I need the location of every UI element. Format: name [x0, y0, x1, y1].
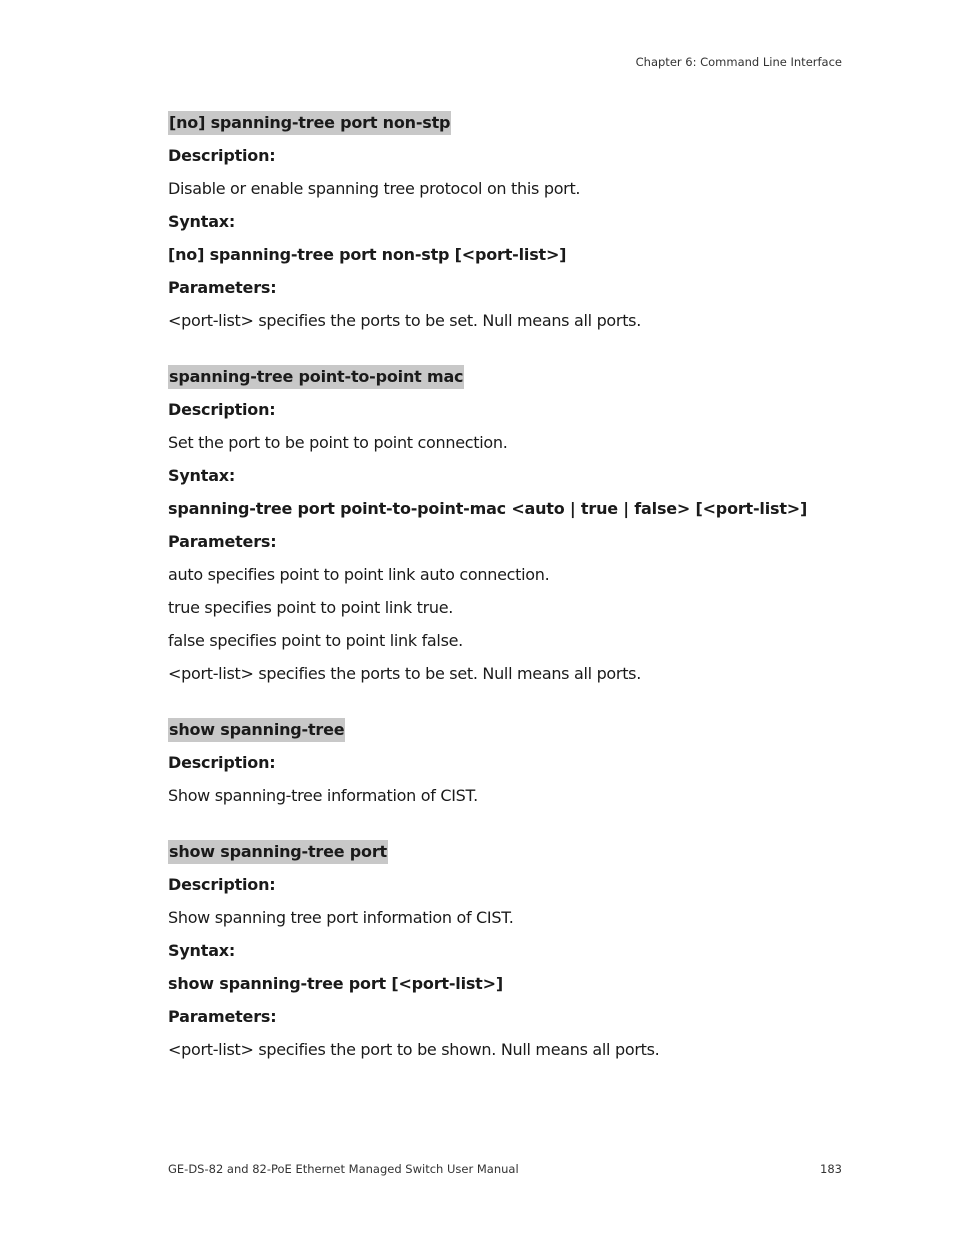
syntax-label: Syntax: — [168, 212, 236, 231]
parameter-item: <port-list> specifies the ports to be set. Null means all ports. — [168, 311, 641, 330]
description-text: Show spanning-tree information of CIST. — [168, 786, 478, 805]
description-text: Disable or enable spanning tree protocol on this port. — [168, 179, 581, 198]
description-text: Show spanning tree port information of CIST. — [168, 908, 514, 927]
description-label: Description: — [168, 753, 276, 772]
parameter-item: true specifies point to point link true. — [168, 598, 454, 617]
description-label: Description: — [168, 146, 276, 165]
syntax-text: [no] spanning-tree port non-stp [<port-list>] — [168, 245, 567, 264]
description-label: Description: — [168, 875, 276, 894]
parameters-label: Parameters: — [168, 1007, 277, 1026]
page-content — [168, 111, 868, 1094]
command-title: show spanning-tree port — [168, 840, 388, 864]
description-text: Set the port to be point to point connection. — [168, 433, 508, 452]
parameter-item: <port-list> specifies the ports to be set. Null means all ports. — [168, 664, 641, 683]
page-footer — [168, 1162, 842, 1176]
description-label: Description: — [168, 400, 276, 419]
command-section-show-spanning-tree-port — [168, 840, 868, 1062]
command-title: show spanning-tree — [168, 718, 345, 742]
parameter-item: auto specifies point to point link auto connection. — [168, 565, 550, 584]
parameter-item: <port-list> specifies the port to be shown. Null means all ports. — [168, 1040, 660, 1059]
command-title: [no] spanning-tree port non-stp — [168, 111, 451, 135]
running-header: Chapter 6: Command Line Interface — [635, 55, 842, 69]
parameter-item: false specifies point to point link false. — [168, 631, 463, 650]
syntax-label: Syntax: — [168, 466, 236, 485]
page-number: 183 — [820, 1162, 842, 1176]
syntax-label: Syntax: — [168, 941, 236, 960]
parameters-label: Parameters: — [168, 278, 277, 297]
parameters-label: Parameters: — [168, 532, 277, 551]
command-section-point-to-point-mac — [168, 365, 868, 686]
manual-title: GE-DS-82 and 82-PoE Ethernet Managed Switch User Manual — [168, 1162, 519, 1176]
syntax-text: show spanning-tree port [<port-list>] — [168, 974, 503, 993]
command-title: spanning-tree point-to-point mac — [168, 365, 464, 389]
command-section-show-spanning-tree — [168, 718, 868, 808]
command-section-non-stp — [168, 111, 868, 333]
syntax-text: spanning-tree port point-to-point-mac <auto | true | false> [<port-list>] — [168, 499, 808, 518]
